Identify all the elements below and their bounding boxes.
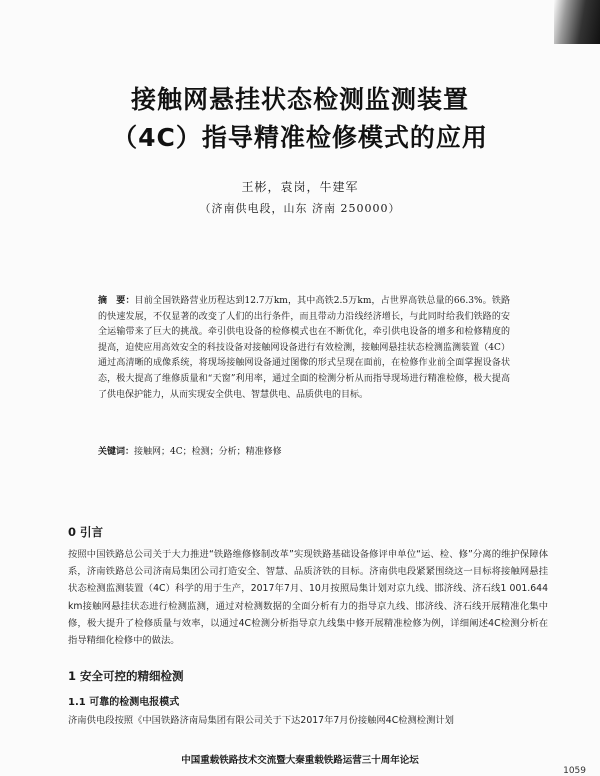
abstract-text: 目前全国铁路营业历程达到12.7万km，其中高铁2.5万km，占世界高铁总量的66.3%。铁路的快速发展，不仅显著的改变了人们的出行条件，而且带动力沿线经济增长，与此同时给我们铁路的安全运输带来了巨大的挑战。牵引供电设备的检修模式也在不断优化，牵引供电设备的增多和检修精度的提高，迫使应用高效安全的科技设备对接触网设备进行有效检测，接触网悬挂状态检测监测装置（4C）通过高清晰的成像系统，将现场接触网设备通过图像的形式呈现在面前，在检修作业前全面掌握设备状态，极大提高了维修质量和“天窗”利用率，通过全面的检测分析从而指导现场进行精准检修，极大提高了供电保护能力，从而实现安全供电、智慧供电、品质供电的目标。 <box>98 296 510 400</box>
title-line-2: （4C）指导精准检修模式的应用 <box>112 123 488 152</box>
page-number: 1059 <box>563 766 586 776</box>
section-0-paragraph: 按照中国铁路总公司关于大力推进“铁路维修修制改革”实现铁路基础设备修评申单位“运、检、修”分离的维护保障体系，济南铁路总公司济南局集团公司打造安全、智慧、品质济铁的目标。济南供电段紧紧围绕这一目标将接触网悬挂状态检测监测装置（4C）科学的用于生产，2017年7月、10月按照局集计划对京九线、邯济线、济石线1 001.644 km接触网悬挂状态进行检测监测，通过对检测数据的全面分析有力的指导京九线、邯济线、济石线开展精准化集中修，极大提升了检修质量与效率，以通过4C检测分析指导京九线集中修开展精准检修为例，详细阐述4C检测分析在指导精细化检修中的做法。 <box>68 549 548 647</box>
title-line-1: 接触网悬挂状态检测监测装置 <box>130 85 469 114</box>
authors: 王彬，袁岗，牛建军 <box>241 180 359 194</box>
conference-footer: 中国重载铁路技术交流暨大秦重载铁路运营三十周年论坛 <box>181 755 419 766</box>
abstract-label: 摘 要： <box>98 296 135 306</box>
section-1-1-paragraph: 济南供电段按照《中国铁路济南局集团有限公司关于下达2017年7月份接触网4C检测检测计划 <box>68 715 454 726</box>
keywords <box>98 444 510 457</box>
abstract <box>98 294 510 403</box>
section-1-heading: 1 安全可控的精细检测 <box>68 669 184 683</box>
affiliation: （济南供电段，山东 济南 250000） <box>199 202 401 215</box>
scan-edge-shadow <box>554 0 600 44</box>
section-0-heading: 0 引言 <box>68 525 104 539</box>
keywords-text: 接触网；4C；检测；分析；精准修修 <box>134 447 282 457</box>
section-1-1-heading: 1.1 可靠的检测电报模式 <box>68 697 180 708</box>
keywords-label: 关键词： <box>98 447 135 457</box>
